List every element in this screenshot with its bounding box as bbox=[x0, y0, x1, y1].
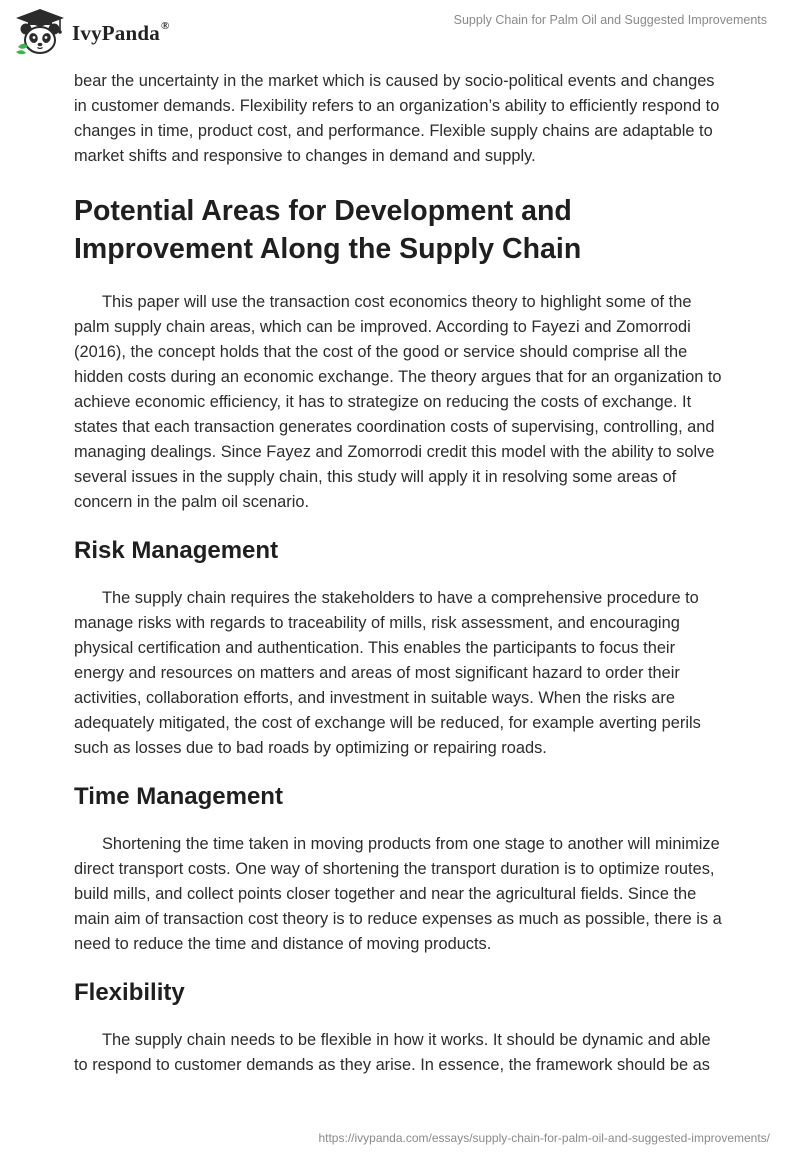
section-heading-risk-management: Risk Management bbox=[74, 537, 279, 564]
section-heading-flexibility: Flexibility bbox=[74, 979, 185, 1006]
paragraph-flexibility: The supply chain needs to be flexible in how it works. It should be dynamic and able to respond to customer demands as they arise. In essence, the framework should be as bbox=[74, 1031, 711, 1074]
essay-content bbox=[74, 69, 728, 1078]
logo-text: IvyPanda® bbox=[72, 19, 170, 45]
section-heading-development: Potential Areas for Development and Improvement Along the Supply Chain bbox=[74, 195, 582, 265]
source-url[interactable]: https://ivypanda.com/essays/supply-chain-for-palm-oil-and-suggested-improvements/ bbox=[318, 1131, 770, 1145]
page-header bbox=[0, 0, 800, 66]
paragraph-transaction-cost: This paper will use the transaction cost economics theory to highlight some of the palm supply chain areas, which can be improved. According to Fayezi and Zomorrodi (2016), the concept holds that the cost of the good or service should comprise all the hidden costs during an economic exchange. The theory argues that for an organization to achieve economic efficiency, it has to strategize on reducing the costs of exchange. It states that each transaction generates coordination costs of supervising, controlling, and managing dealings. Since Fayez and Zomorrodi credit this model with the ability to solve several issues in the supply chain, this study will apply it in resolving some areas of concern in the palm oil scenario. bbox=[74, 293, 722, 511]
panda-graduate-icon bbox=[14, 7, 66, 57]
intro-paragraph: bear the uncertainty in the market which is caused by socio-political events and changes in customer demands. Flexibility refers to an organization’s ability to efficiently respond to changes in time, product cost, and performance. Flexible supply chains are adaptable to market shifts and responsive to changes in demand and supply. bbox=[74, 72, 720, 165]
ivypanda-logo[interactable] bbox=[14, 7, 169, 57]
document-title: Supply Chain for Palm Oil and Suggested Improvements bbox=[453, 13, 767, 27]
paragraph-time-management: Shortening the time taken in moving products from one stage to another will minimize direct transport costs. One way of shortening the transport duration is to optimize routes, build mills, and collect points closer together and near the agricultural fields. Since the main aim of transaction cost theory is to reduce expenses as much as possible, there is a need to reduce the time and distance of moving products. bbox=[74, 835, 722, 953]
paragraph-risk-management: The supply chain requires the stakeholders to have a comprehensive procedure to manage risks with regards to traceability of mills, risk assessment, and encouraging physical certification and authentication. This enables the participants to focus their energy and resources on matters and areas of most significant hazard to order their activities, collaboration efforts, and investment in suitable ways. When the risks are adequately mitigated, the cost of exchange will be reduced, for example averting perils such as losses due to bad roads by optimizing or repairing roads. bbox=[74, 589, 701, 757]
section-heading-time-management: Time Management bbox=[74, 783, 283, 810]
